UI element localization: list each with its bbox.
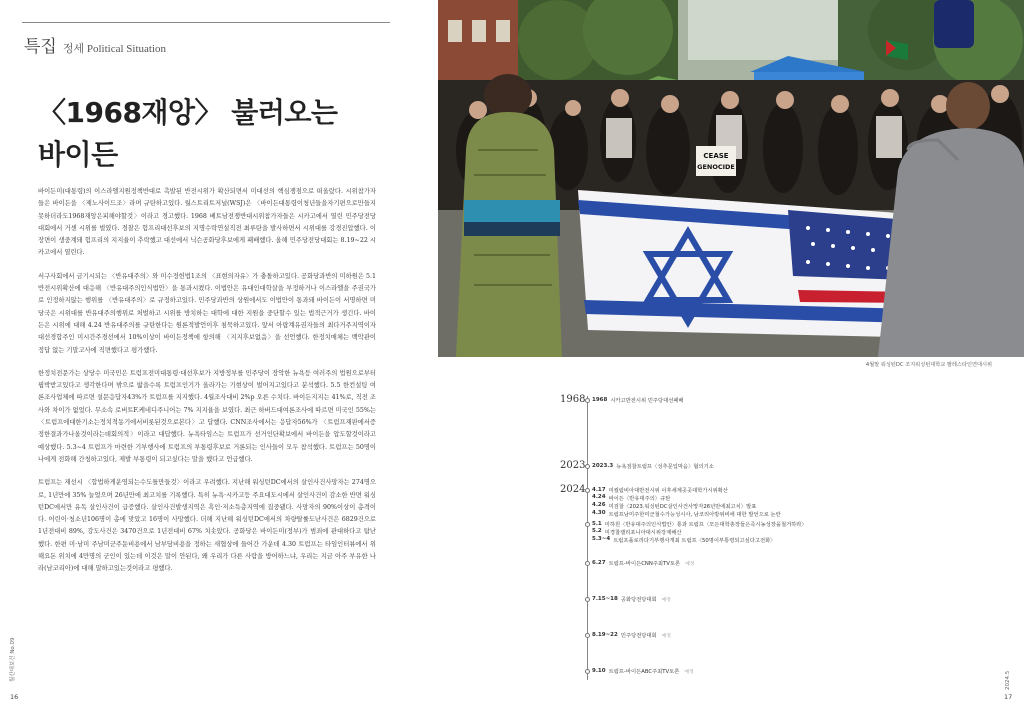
event-text: 민주당전당대회	[620, 633, 657, 639]
page-number-left: 16	[10, 693, 19, 701]
timeline-event	[592, 520, 807, 528]
event-date: 8.19~22	[592, 632, 618, 638]
event-date: 5.2	[592, 528, 602, 534]
event-date: 4.26	[592, 502, 606, 508]
event-text: 바이든〈반유대주의〉규탄	[608, 496, 671, 502]
timeline-event	[592, 494, 670, 502]
timeline-event	[592, 462, 714, 470]
timeline-dot	[585, 398, 590, 403]
section-sub-label: 정세 Political Situation	[62, 43, 166, 55]
event-text: 뉴욕검찰트럼프〈성추문입막음〉혐의기소	[616, 464, 714, 470]
timeline-dot	[585, 522, 590, 527]
timeline-dot	[585, 488, 590, 493]
body-paragraph: 바이든미(대통령)의 이스라엘지원정책반대로 촉발된 반전시위가 확산되면서 미대선의 핵심쟁점으로 떠올랐다. 시위참가자들은 바이든을 〈제노사이드조〉라며 규탄하고있다. 월스트리트저널(WSJ)은 〈바이든대통령이청년들을자기편으로만들지못하더라도1968재앙은피해야할것〉이라고 경고했다. 1968 베트남전쟁반대시위참가자들은 시카고에서 열린 민주당전당대회에서 거센 시위를 벌였다. 경찰은 험프리대선후보의 지명수락연설직전 최루탄을 발사하면서 시위대를 강경진압했다. 이장면이 생중계돼 험프리의 지지율이 추락했고 대선에서 닉슨공화당후보에게 패배했다. 올해 민주당전당대회는 8.19~22 시카고에서 열린다.	[38, 188, 376, 257]
event-text: 미경찰캘리포니아대시위강제해산	[604, 530, 682, 536]
event-note: 예정	[684, 669, 694, 675]
event-date: 2023.3	[592, 463, 614, 469]
section-main-label: 특집	[24, 37, 57, 57]
body-paragraph: 한정치전문가는 상당수 미국민은 트럼프전미대통령·대선후보가 지방정부를 민주당이 장악한 뉴욕등 여러주의 법원으로부터 핍박받고있다고 생각한다며 밖으로 밟을수록 트럼프인기가 올라가는 기현상이 벌어지고있다고 분석했다. 5.5 한컨설팅 여론조사업체에 따르면 설문응답자43%가 트럼프를 지지했다. 4월조사대비 2%p 오른 수치다. 바이든지지는 41%로, 직전 조사와 차이가 없었다. 무소속 로버트F.케네디주니어는 7% 지지율을 보였다. 최근 하버드대여론조사에 따르면 미국인 55%는 〈트럼프에대한기소는정치적동기에서비롯된것으로본다〉고 답했다. CNN조사에서는 응답자56%가 〈트럼프재판에서증정한결과가나올것이라는데회의적〉이라고 대답했다. 뉴욕타임스는 트럼프가 선거인단확보에서 바이든을 압도할것이라고 예상했다. 5.3~4 트럼프가 마련한 기부행사에 트럼프의 부통령후보로 거론되는 인사들이 모두 참석했다. 트럼프는 50명이 나에게 전화해 간청하고있다, 제발 부통령이 되고싶다는 말을 했다고 언급했다.	[38, 369, 376, 463]
timeline-dot	[585, 464, 590, 469]
timeline-event	[592, 667, 694, 675]
timeline-event	[592, 486, 728, 494]
timeline-dot	[585, 597, 590, 602]
event-date: 9.10	[592, 668, 606, 674]
headline-line-2: 바이든	[38, 138, 118, 171]
timeline-event	[592, 559, 694, 567]
timeline-event	[592, 595, 671, 603]
event-text: 공화당전당대회	[620, 597, 657, 603]
timeline-year-2023: 2023	[560, 460, 586, 471]
event-date: 4.17	[592, 487, 606, 493]
protest-photo	[438, 0, 1024, 357]
timeline-year-1968: 1968	[560, 394, 586, 405]
timeline-event	[592, 510, 781, 518]
timeline-event	[592, 631, 671, 639]
event-date: 6.27	[592, 560, 606, 566]
timeline-dot	[585, 669, 590, 674]
body-paragraph: 트럼프는 재선시 〈합법하게운영되는수도틀만들것〉이라고 우려했다. 지난해 워싱턴DC에서의 살인사건사망자는 274명으로, 1년만에 35% 늘었으며 26년만에 최고치를 기록했다. 특히 뉴욕·시카고등 주요대도시에서 살인사건이 감소한 반면 워싱턴DC에서만 유독 살인사건이 급증했다. 살인사건발생지역은 흑인·저소득층지역에 집중됐다. 사망자의 90%이상이 총격이다. 어린이·청소년106명이 총에 맞았고 16명이 사망했다. 더해 지난해 워싱턴DC에서의 차량탈률도난사건은 6829건으로 1년전대비 89%, 강도사건은 3470건으로 1년전대비 67% 치솟았다. 공화당은 바이든미(정부)가 범죄에 관대하다고 탐난했다. 한편 미·남미 주남미군주둔비용에서 남부담비용을 정하는 새협상에 들어간 가운데 4.30 트럼프는 타임인터뷰에서 위해요돈 위치에 4만명의 군인이 있는데 이것은 말이 안된다, 왜 우리가 다른 사람을 방어하느냐, 우리는 지금 아주 부유한 나라(남코리아)에 대해 말하고있는것이라고 평했다.	[38, 479, 376, 573]
timeline-dot	[585, 633, 590, 638]
left-side-label	[8, 612, 18, 692]
timeline	[560, 390, 1000, 690]
event-text: 미컬럼비아대반전시위 이후세계곳곳대학가시위확산	[608, 488, 728, 494]
timeline-event	[592, 528, 682, 536]
event-text: 트럼프-바이든ABC주최TV토론	[608, 669, 680, 675]
timeline-event	[592, 396, 684, 404]
event-date: 4.30	[592, 510, 606, 516]
headline-line-1: 〈1968재앙〉 불러오는	[38, 96, 338, 129]
event-note: 예정	[661, 597, 671, 603]
section-label	[24, 32, 166, 57]
timeline-year-2024: 2024	[560, 484, 586, 495]
top-rule	[22, 22, 390, 23]
issue-date-label: 2024.5	[1005, 670, 1011, 690]
event-date: 5.3~4	[592, 536, 611, 542]
event-text: 트럼프-바이든CNN주최TV토론	[608, 561, 681, 567]
photo-caption: 4월말 워싱턴DC 조지워싱턴대학교 팔레스타인연대시위	[865, 362, 992, 368]
body-paragraph: 서구사회에서 금기시되는 〈반유대주의〉와 미수정헌법1조의 〈표현의자유〉가 충돌하고있다. 공화당과반의 미하원은 5.1 반전시위확산에 대응해 〈반유대주의인식법안〉을 통과시켰다. 이법안은 유대인대학살을 부정하거나 이스라엘을 주권국가로 인정하지않는 행위를 〈반유대주의〉로 규정하고있다. 민주당과반의 상원에서도 이법안이 통과돼 바이든이 서명하면 미당국은 시위대를 반유대주의행위로 처벌하고 시위를 방치하는 대학에 대한 지원을 중단할수 있는 법적근거가 생긴다. 바이든은 시위에 대해 4.24 반유대주의를 규탄한다는 원론적발언이후 침묵하고있다. 앞서 아랍계유권자들의 최다거주지역이자 대선경합주인 미시간주경선에서 10%이상이 바이든정책에 항의해 〈지지후보없음〉을 선언했다. 한정치매체는 백악관이 정답 없는 기말고사에 직면했다고 평가했다.	[38, 272, 376, 354]
event-text: 미검찰〈2023.워싱턴DC살인사건사망자26년만에최고치〉발표	[608, 504, 757, 510]
timeline-event	[592, 536, 775, 544]
event-note: 예정	[685, 561, 695, 567]
event-text: 트럼프남미주한미군철수가능성시사, 남코리아방위비에 대한 발언으로 논란	[608, 512, 781, 518]
sign-text-line-2: GENOCIDE	[697, 163, 735, 171]
event-date: 5.1	[592, 521, 602, 527]
event-text: 시카고반전시위 민주당대선패배	[610, 398, 684, 404]
event-text: 트럼프플로리다기부행사개최 트럼프〈50명이부통령되고싶다고전화〉	[613, 538, 776, 544]
event-note: 예정	[661, 633, 671, 639]
event-text: 미하원〈반유대주의인식법안〉통과 트럼프〈모든대학총장들은즉시농성장을철거하라〉	[604, 522, 807, 528]
event-date: 1968	[592, 397, 608, 403]
event-date: 4.24	[592, 494, 606, 500]
sign-text-line-1: CEASE	[703, 152, 729, 160]
magazine-issue-label: 월간대보건 No.09	[10, 637, 16, 682]
page-number-right: 17	[1004, 693, 1013, 701]
timeline-dot	[585, 561, 590, 566]
article-body	[38, 186, 376, 587]
event-date: 7.15~18	[592, 596, 618, 602]
timeline-event	[592, 502, 756, 510]
headline	[38, 92, 368, 176]
